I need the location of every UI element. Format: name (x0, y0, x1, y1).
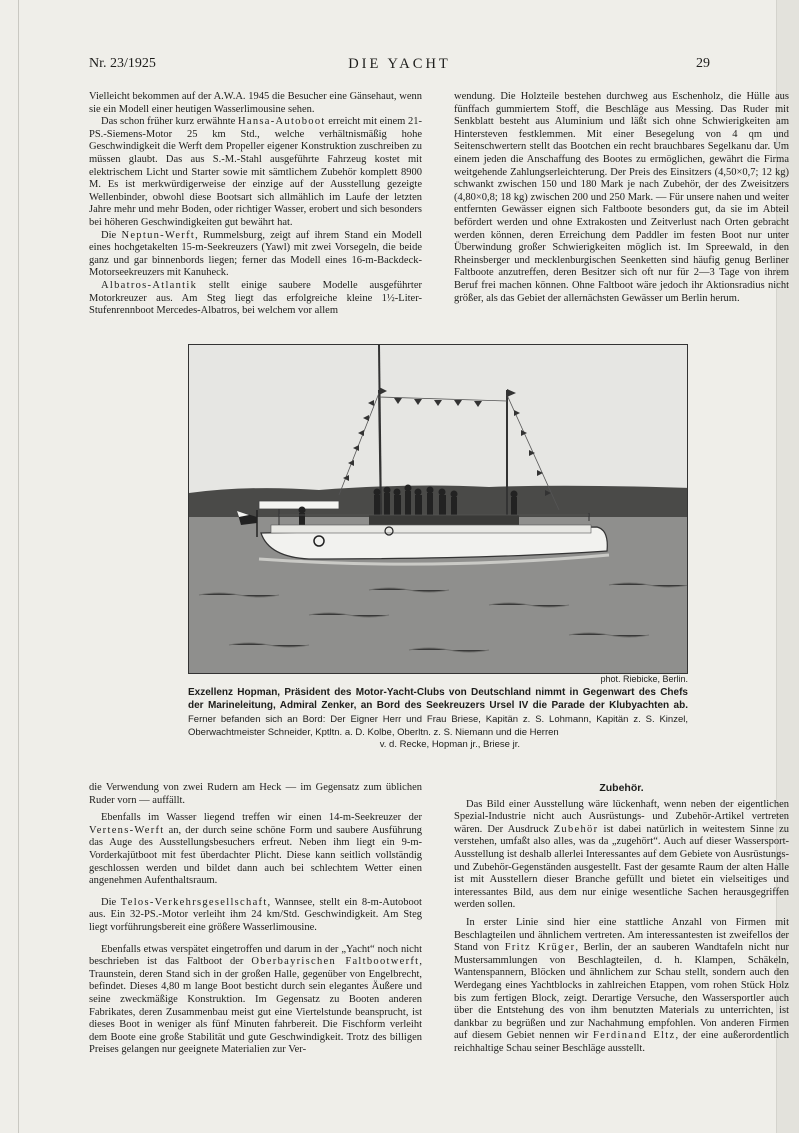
column-bottom-left (89, 782, 422, 1057)
figure-caption: Exzellenz Hopman, Präsident des Motor-Yacht-Clubs von Deutschland nimmt in Gegenwart des Chefs der Marineleitung, Admiral Zenker, an Bord des Seekreuzers Ursel IV die Parade der Klubyachten ab. (188, 687, 688, 711)
company-name: Ferdinand Eltz (593, 1030, 676, 1042)
column-top-right (454, 91, 789, 305)
paragraph: In erster Linie sind hier eine stattliche Anzahl von Firmen mit Beschlagteilen und ähnlichem vertreten. Am interessantesten ist zweifellos der Stand von Fritz Krüger, Berlin, der an sauberen Wandtafeln nicht nur Mustersammlungen von Beschlagteilen, d. h. Klampen, Schäkeln, Wantenspannern, Blöcken und ähnlichem zur Schau stellt, sondern auch den Werdegang eines Yachtblocks in zahlreichen Etappen, vom rohen Stück Holz bis zum fertigen Block, zeigt. Derartige Versuche, den Wassersportler auch über die Entstehung des von ihm benutzten Materials zu unterrichten, ist dankbar zu begrüßen und zur Nachahmung empfohlen. Von anderen Firmen auf diesem Gebiet nennen wir Ferdinand Eltz, der eine außerordentlich reichhaltige Schau seiner Beschläge ausstellt. (454, 916, 790, 1054)
issue-number: Nr. 23/1925 (89, 56, 156, 71)
paragraph: die Verwendung von zwei Rudern am Heck — im Gegensatz zum üblichen Ruder vorn — auffällt. (89, 782, 422, 806)
column-top-left (89, 91, 422, 318)
company-name: Hansa-Autoboot (237, 116, 326, 128)
paragraph: Das schon früher kurz erwähnte Hansa-Autoboot erreicht mit einem 21-PS.-Siemens-Motor 25 km Std., welche verhältnismäßig hohe Geschwindigkeit die Werft dem Propeller eigener Konstruktion zuschreiben zu müssen glaubt. Das aus S.-M.-Stahl ausgeführte Fahrzeug kostet mit elektrischem Licht und Starter sowie mit sämtlichem Zubehör komplett 8900 M. Es ist merkwürdigerweise der einzige auf der Ausstellung gezeigte Wellenbinder, obwohl diese Bootsart sich allmählich im Laufe der letzten Jahre mehr und mehr Boden, oder richtiger Wasser, erobert und sich besonders bei höheren Geschwindigkeiten gut bewährt hat. (89, 116, 422, 228)
company-name: Albatros-Atlantik (101, 279, 198, 291)
figure-caption-detail (188, 714, 688, 752)
paragraph: Das Bild einer Ausstellung wäre lückenhaft, wenn neben der eigentlichen Spezial-Industrie nicht auch Ausrüstungs- und Zubehör-Artikel vertreten wären. Der Ausdruck Zubehör ist dabei natürlich in weitestem Sinne zu verstehen, umfaßt also alles, was da „zugehört“. Auch auf dieser Wassersport-Ausstellung ist deshalb allerlei Interessantes auf dem Gebiete von Ausrüstungs- und Zubehör-Gegenständen ausgestellt. Fast der gesamte Raum der alten Halle ist mit Ausstellern dieser Branche gefüllt und bietet ein vielseitiges und interessantes Bild, aus dem nur einige wesentliche Sachen herausgegriffen werden sollen. (454, 798, 789, 911)
figure (188, 344, 688, 674)
company-name: Neptun-Werft (121, 229, 196, 241)
company-name: Fritz Krüger (504, 942, 576, 954)
paragraph: Ebenfalls im Wasser liegend treffen wir einen 14-m-Seekreuzer der Vertens-Werft an, der durch seine schöne Form und saubere Ausführung das Auge des Ausstellungsbesuchers erfreut. Neben ihm liegt ein 9-m-Vorderkajütboot mit fest überdachter Plicht. Diese kann seitlich vollständig geschlossen werden und bildet dann auch bei schlechtem Wetter einen angenehmen Aufenthaltsraum. (89, 812, 422, 887)
page-number: 29 (696, 56, 710, 71)
company-name: Telos-Verkehrsgesellschaft (120, 896, 268, 908)
paragraph: Die Telos-Verkehrsgesellschaft, Wannsee, stellt ein 8-m-Autoboot aus. Ein 32-PS.-Motor verleiht ihm 24 km/Std. Geschwindigkeit. Am Steg liegt vorführungsbereit eine größere Wasserlimousine. (89, 896, 422, 933)
running-head (89, 56, 710, 76)
photo-credit: phot. Riebicke, Berlin. (600, 674, 688, 684)
paragraph: Albatros-Atlantik stellt einige saubere Modelle ausgeführter Motorkreuzer aus. Am Steg liegt das erfolgreiche kleine 1½-Liter-Stufenrennboot Mercedes-Albatros, bei welchem vor allem (89, 279, 422, 317)
paragraph: wendung. Die Holzteile bestehen durchweg aus Eschenholz, die Hülle aus fünffach gummiertem Stoff, die Beschläge aus Messing. Das Ruder mit Senkblatt besteht aus Aluminium und läßt sich ohne Schwierigkeiten am Hintersteven festklemmen. Mit einer Besegelung von 4 qm und Seitenschwertern stellt das Bootchen ein recht brauchbares Segelkanu dar. Um einem jeden die Anschaffung des Bootes zu ermöglichen, gewährt die Firma weitgehende Zahlungserleichterung. Der Preis des Einsitzers (4,50×0,7; 12 kg) schwankt zwischen 150 und 180 Mark je nach Zubehör, der des Zweisitzers (4,80×0,8; 18 kg) zwischen 200 und 250 Mark. — Für unsere nahen und weiter entfernten Gewässer eignen sich Faltboote besonders gut, da sie im Abteil befördert werden und ohne Extrakosten und Zeitverlust nach Orten gebracht werden können, deren Erreichung dem Paddler im festen Boot nur unter Überwindung großer Schwierigkeiten möglich ist. Im Spreewald, in den Rheinsberger und mecklenburgischen Seenketten sind häufig genug Berliner Faltboote anzutreffen, deren Besitzer sich oft nur für 2—3 Tage von ihrem Beruf frei machen können. Ohne Faltboot wäre jedoch ihr Aktionsradius nicht größer, als das Gebiet der allernächsten Gewässer um Berlin herum. (454, 91, 789, 304)
page-fold-line (18, 0, 19, 1133)
column-bottom-right (454, 782, 789, 1055)
yacht-illustration (189, 345, 688, 674)
magazine-title: DIE YACHT (348, 56, 451, 72)
caption-detail-last-line: v. d. Recke, Hopman jr., Briese jr. (379, 739, 520, 750)
paragraph: Die Neptun-Werft, Rummelsburg, zeigt auf ihrem Stand ein Modell eines hochgetakelten 15-m-Seekreuzers (Yawl) mit zwei Vorsegeln, die beide ganz und gar binnenbords liegen; ferner das Modell eines 16-m-Backdeck-Motorseekreuzers mit Kanuheck. (89, 229, 422, 279)
section-heading: Zubehör. (599, 782, 644, 794)
keyword: Zubehör (553, 823, 599, 835)
caption-detail-text: Ferner befanden sich an Bord: Der Eigner Herr und Frau Briese, Kapitän z. S. Lohmann, Kapitän z. S. Kinzel, Oberwachtmeister Schneider, Kptltn. a. D. Kolbe, Oberltn. z. S. Niemann und die Herren (188, 714, 688, 738)
paragraph: Ebenfalls etwas verspätet eingetroffen und darum in der „Yacht“ noch nicht beschrieben ist das Faltboot der Oberbayrischen Faltbootwerft, Traunstein, deren Stand sich in der großen Halle, gegenüber von Engelbrecht, befindet. Dieses 4,80 m lange Boot besticht durch sein elegantes Äußere und seine zweckmäßige Konstruktion. Im Gegensatz zu Booten anderen Fabrikates, deren Zusammenbau meist gut eine Viertelstunde beansprucht, ist dieses Boot in weniger als fünf Minuten fahrbereit. Die Fischform verleiht dem Boote eine große Stabilität und gute Geschwindigkeit. Trotz des billigen Preises gelangen nur geeignete Materialien zur Ver- (89, 943, 423, 1056)
company-name: Oberbayrischen Faltbootwerft (251, 956, 420, 968)
company-name: Vertens-Werft (89, 824, 165, 836)
paragraph: Vielleicht bekommen auf der A.W.A. 1945 die Besucher eine Gänsehaut, wenn sie ein Modell einer heutigen Wasserlimousine sehen. (89, 91, 422, 115)
yacht-photo (188, 344, 688, 674)
